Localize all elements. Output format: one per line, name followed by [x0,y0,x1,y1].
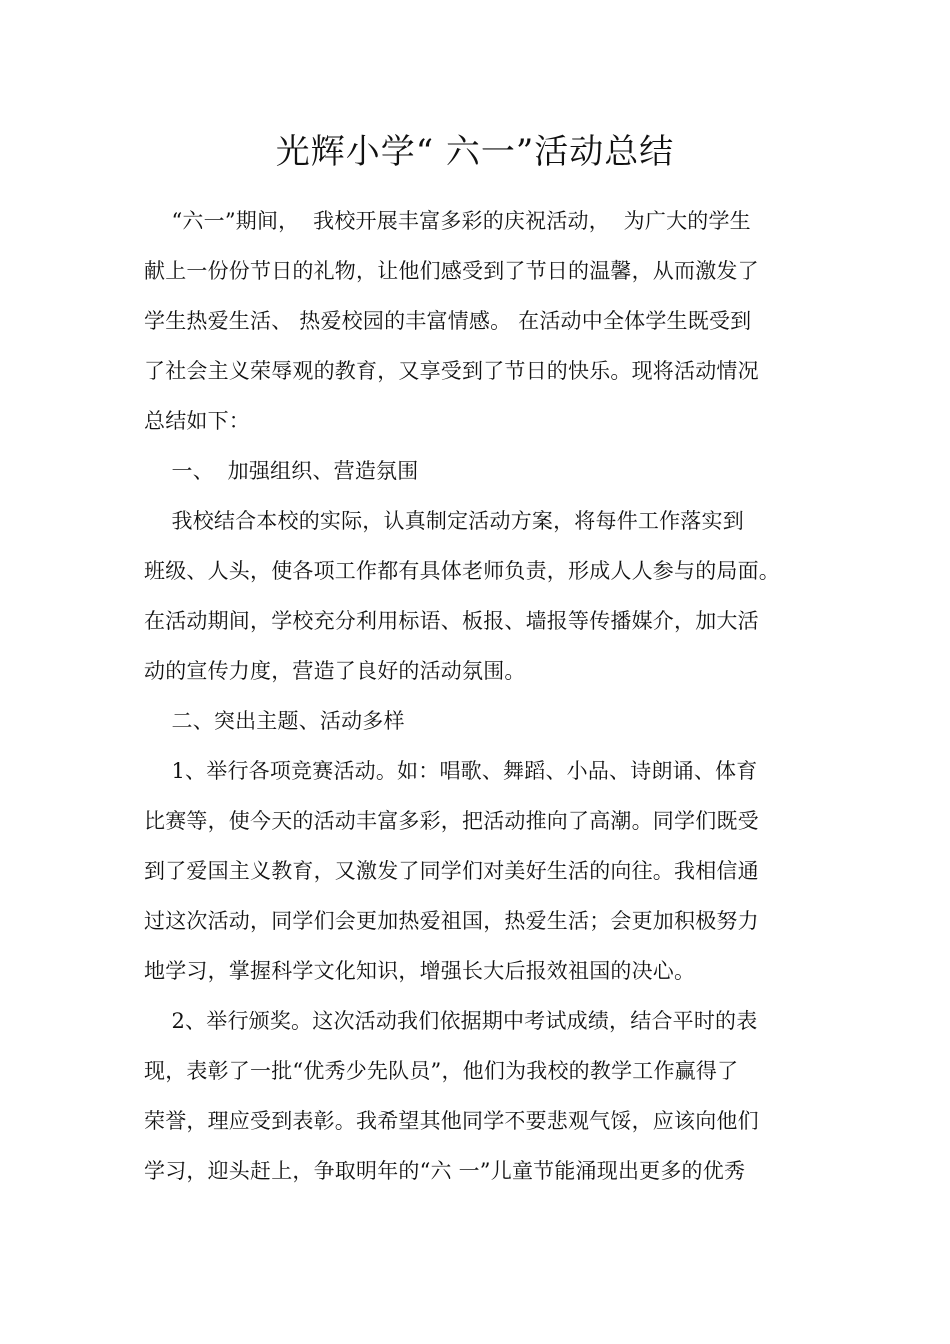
text-line: 过这次活动，同学们会更加热爱祖国，热爱生活；会更加积极努力 [144,909,759,933]
text-line: 学习，迎头赶上，争取明年的“六 一”儿童节能涌现出更多的优秀 [144,1159,746,1183]
section-heading: 二、突出主题、活动多样 [144,709,405,733]
document-title: 光辉小学“ 六一”活动总结 [275,132,675,172]
text-line: 在活动期间，学校充分利用标语、板报、墙报等传播媒介，加大活 [144,609,759,633]
text-line: 1、举行各项竞赛活动。如：唱歌、舞蹈、小品、诗朗诵、体育 [144,759,758,783]
text-line: 班级、人头，使各项工作都有具体老师负责，形成人人参与的局面。 [144,559,780,583]
text-line: 总结如下： [144,409,250,433]
text-line: 献上一份份节日的礼物，让他们感受到了节日的温馨，从而激发了 [144,259,759,283]
text-line: 到了爱国主义教育，又激发了同学们对美好生活的向往。我相信通 [144,859,759,883]
text-line: 比赛等，使今天的活动丰富多彩，把活动推向了高潮。同学们既受 [144,809,759,833]
text-line: 我校结合本校的实际，认真制定活动方案，将每件工作落实到 [144,509,744,533]
text-line: “六一”期间， 我校开展丰富多彩的庆祝活动， 为广大的学生 [144,209,751,233]
text-line: 动的宣传力度，营造了良好的活动氛围。 [144,659,526,683]
section-heading: 一、 加强组织、营造氛围 [144,459,419,483]
text-line: 荣誉，理应受到表彰。我希望其他同学不要悲观气馁，应该向他们 [144,1109,759,1133]
text-line: 地学习，掌握科学文化知识，增强长大后报效祖国的决心。 [144,959,696,983]
text-line: 了社会主义荣辱观的教育，又享受到了节日的快乐。现将活动情况 [144,359,759,383]
text-line: 现，表彰了一批“优秀少先队员”，他们为我校的教学工作赢得了 [144,1059,739,1083]
text-line: 2、举行颁奖。这次活动我们依据期中考试成绩，结合平时的表 [144,1009,758,1033]
text-line: 学生热爱生活、 热爱校园的丰富情感。 在活动中全体学生既受到 [144,309,752,333]
